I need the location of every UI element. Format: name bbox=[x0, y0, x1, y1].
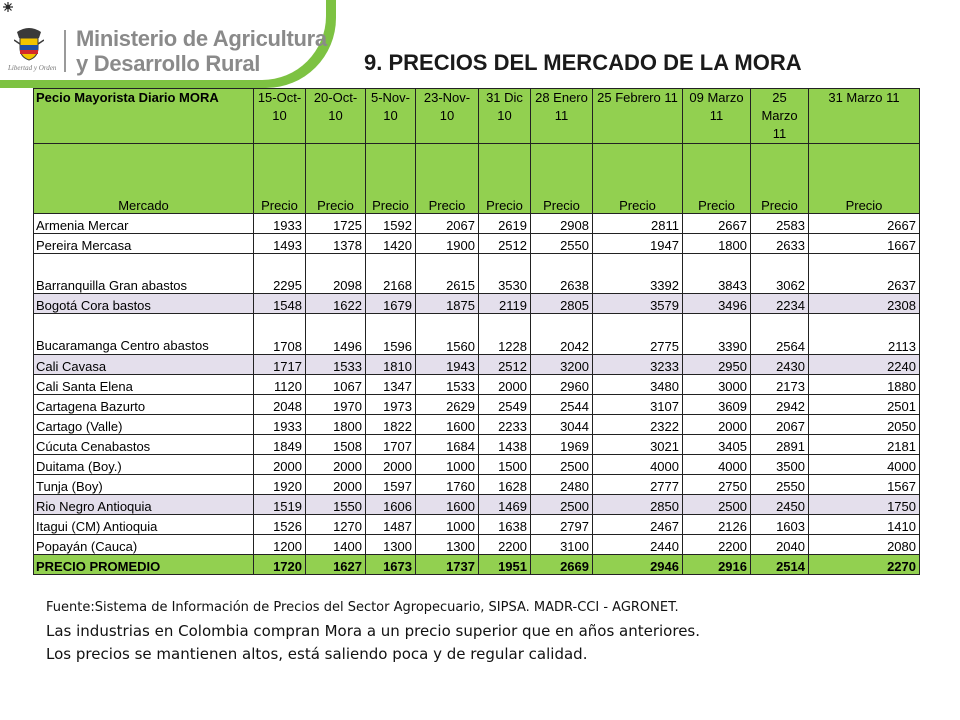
price-cell: 1596 bbox=[366, 314, 416, 355]
table-header-columns bbox=[34, 144, 920, 214]
price-cell: 1667 bbox=[809, 234, 920, 254]
price-cell: 2615 bbox=[416, 254, 479, 294]
price-cell: 3392 bbox=[593, 254, 683, 294]
price-cell: 1750 bbox=[809, 495, 920, 515]
price-column-header: Precio bbox=[751, 144, 809, 214]
price-cell: 1400 bbox=[306, 535, 366, 555]
table-row bbox=[34, 415, 920, 435]
date-header-cell: 25 Febrero 11 bbox=[593, 89, 683, 144]
ministry-name-line2: y Desarrollo Rural bbox=[76, 51, 261, 76]
price-cell: 3843 bbox=[683, 254, 751, 294]
price-cell: 3405 bbox=[683, 435, 751, 455]
price-cell: 1228 bbox=[479, 314, 531, 355]
price-cell: 2048 bbox=[254, 395, 306, 415]
price-cell: 2308 bbox=[809, 294, 920, 314]
price-cell: 2805 bbox=[531, 294, 593, 314]
price-cell: 2173 bbox=[751, 375, 809, 395]
price-cell: 1875 bbox=[416, 294, 479, 314]
price-cell: 1378 bbox=[306, 234, 366, 254]
table-row bbox=[34, 435, 920, 455]
price-cell: 1606 bbox=[366, 495, 416, 515]
price-cell: 1000 bbox=[416, 455, 479, 475]
price-cell: 2050 bbox=[809, 415, 920, 435]
price-cell: 1438 bbox=[479, 435, 531, 455]
price-cell: 1684 bbox=[416, 435, 479, 455]
table-header-dates bbox=[34, 89, 920, 144]
price-cell: 2777 bbox=[593, 475, 683, 495]
average-price-cell: 2916 bbox=[683, 555, 751, 575]
market-name-cell: Popayán (Cauca) bbox=[34, 535, 254, 555]
table-row bbox=[34, 214, 920, 234]
price-cell: 2450 bbox=[751, 495, 809, 515]
price-cell: 1487 bbox=[366, 515, 416, 535]
price-cell: 1920 bbox=[254, 475, 306, 495]
price-cell: 1469 bbox=[479, 495, 531, 515]
price-cell: 1880 bbox=[809, 375, 920, 395]
table-row bbox=[34, 455, 920, 475]
average-row bbox=[34, 555, 920, 575]
price-cell: 1067 bbox=[306, 375, 366, 395]
price-cell: 2233 bbox=[479, 415, 531, 435]
comment-line-2: Los precios se mantienen altos, está saliendo poca y de regular calidad. bbox=[46, 645, 588, 663]
price-cell: 1270 bbox=[306, 515, 366, 535]
market-name-cell: Bogotá Cora bastos bbox=[34, 294, 254, 314]
table-row bbox=[34, 355, 920, 375]
date-header-cell: 28 Enero 11 bbox=[531, 89, 593, 144]
price-cell: 1300 bbox=[416, 535, 479, 555]
price-column-header: Precio bbox=[593, 144, 683, 214]
price-cell: 1526 bbox=[254, 515, 306, 535]
price-table bbox=[33, 88, 920, 575]
price-cell: 2501 bbox=[809, 395, 920, 415]
price-cell: 3579 bbox=[593, 294, 683, 314]
price-cell: 1300 bbox=[366, 535, 416, 555]
price-cell: 1550 bbox=[306, 495, 366, 515]
price-cell: 2583 bbox=[751, 214, 809, 234]
price-cell: 3062 bbox=[751, 254, 809, 294]
price-cell: 2500 bbox=[683, 495, 751, 515]
price-cell: 1622 bbox=[306, 294, 366, 314]
slide-marker-icon bbox=[2, 1, 14, 13]
price-cell: 1725 bbox=[306, 214, 366, 234]
price-cell: 3390 bbox=[683, 314, 751, 355]
price-cell: 3044 bbox=[531, 415, 593, 435]
price-cell: 1347 bbox=[366, 375, 416, 395]
comment-line-1: Las industrias en Colombia compran Mora a un precio superior que en años anteriores. bbox=[46, 622, 701, 640]
average-label-cell: PRECIO PROMEDIO bbox=[34, 555, 254, 575]
date-header-cell: 25 Marzo 11 bbox=[751, 89, 809, 144]
market-column-header: Mercado bbox=[34, 144, 254, 214]
price-cell: 1973 bbox=[366, 395, 416, 415]
average-price-cell: 2946 bbox=[593, 555, 683, 575]
price-cell: 1822 bbox=[366, 415, 416, 435]
market-name-cell: Pereira Mercasa bbox=[34, 234, 254, 254]
price-cell: 2200 bbox=[479, 535, 531, 555]
price-cell: 3107 bbox=[593, 395, 683, 415]
price-cell: 2098 bbox=[306, 254, 366, 294]
price-cell: 2633 bbox=[751, 234, 809, 254]
price-cell: 1970 bbox=[306, 395, 366, 415]
table-row bbox=[34, 375, 920, 395]
price-cell: 4000 bbox=[593, 455, 683, 475]
price-cell: 3100 bbox=[531, 535, 593, 555]
market-name-cell: Cali Cavasa bbox=[34, 355, 254, 375]
price-cell: 1533 bbox=[416, 375, 479, 395]
price-column-header: Precio bbox=[683, 144, 751, 214]
price-cell: 2467 bbox=[593, 515, 683, 535]
market-name-cell: Cali Santa Elena bbox=[34, 375, 254, 395]
footer-notes bbox=[46, 600, 700, 668]
price-cell: 2000 bbox=[366, 455, 416, 475]
price-cell: 3496 bbox=[683, 294, 751, 314]
source-note: Fuente:Sistema de Información de Precios del Sector Agropecuario, SIPSA. MADR-CCI - AGRONET. bbox=[46, 600, 679, 615]
average-price-cell: 1720 bbox=[254, 555, 306, 575]
price-cell: 1943 bbox=[416, 355, 479, 375]
price-cell: 2500 bbox=[531, 455, 593, 475]
price-cell: 2908 bbox=[531, 214, 593, 234]
date-header-cell: 31 Marzo 11 bbox=[809, 89, 920, 144]
price-cell: 1120 bbox=[254, 375, 306, 395]
price-cell: 1533 bbox=[306, 355, 366, 375]
price-cell: 1200 bbox=[254, 535, 306, 555]
price-cell: 1496 bbox=[306, 314, 366, 355]
price-cell: 1933 bbox=[254, 415, 306, 435]
price-cell: 2960 bbox=[531, 375, 593, 395]
date-header-cell: 31 Dic 10 bbox=[479, 89, 531, 144]
price-column-header: Precio bbox=[479, 144, 531, 214]
price-cell: 2811 bbox=[593, 214, 683, 234]
price-cell: 2667 bbox=[683, 214, 751, 234]
market-name-cell: Cúcuta Cenabastos bbox=[34, 435, 254, 455]
price-cell: 1519 bbox=[254, 495, 306, 515]
market-name-cell: Cartagena Bazurto bbox=[34, 395, 254, 415]
price-cell: 1597 bbox=[366, 475, 416, 495]
price-cell: 2126 bbox=[683, 515, 751, 535]
market-name-cell: Armenia Mercar bbox=[34, 214, 254, 234]
price-cell: 2067 bbox=[751, 415, 809, 435]
table-row bbox=[34, 535, 920, 555]
price-cell: 2040 bbox=[751, 535, 809, 555]
price-cell: 2942 bbox=[751, 395, 809, 415]
price-cell: 2113 bbox=[809, 314, 920, 355]
table-row bbox=[34, 314, 920, 355]
price-cell: 1933 bbox=[254, 214, 306, 234]
price-cell: 3233 bbox=[593, 355, 683, 375]
price-cell: 1969 bbox=[531, 435, 593, 455]
price-cell: 1707 bbox=[366, 435, 416, 455]
price-cell: 1420 bbox=[366, 234, 416, 254]
price-cell: 1900 bbox=[416, 234, 479, 254]
price-cell: 2550 bbox=[751, 475, 809, 495]
table-row bbox=[34, 475, 920, 495]
price-cell: 2667 bbox=[809, 214, 920, 234]
price-cell: 3500 bbox=[751, 455, 809, 475]
price-column-header: Precio bbox=[809, 144, 920, 214]
average-price-cell: 2514 bbox=[751, 555, 809, 575]
price-cell: 2544 bbox=[531, 395, 593, 415]
price-cell: 2512 bbox=[479, 234, 531, 254]
price-cell: 3609 bbox=[683, 395, 751, 415]
price-cell: 2240 bbox=[809, 355, 920, 375]
market-name-cell: Cartago (Valle) bbox=[34, 415, 254, 435]
price-cell: 2000 bbox=[254, 455, 306, 475]
price-cell: 2430 bbox=[751, 355, 809, 375]
price-cell: 1600 bbox=[416, 415, 479, 435]
price-cell: 2000 bbox=[683, 415, 751, 435]
market-name-cell: Bucaramanga Centro abastos bbox=[34, 314, 254, 355]
price-cell: 1600 bbox=[416, 495, 479, 515]
market-name-cell: Tunja (Boy) bbox=[34, 475, 254, 495]
price-column-header: Precio bbox=[366, 144, 416, 214]
price-cell: 1500 bbox=[479, 455, 531, 475]
price-cell: 1810 bbox=[366, 355, 416, 375]
price-cell: 1708 bbox=[254, 314, 306, 355]
market-name-cell: Duitama (Boy.) bbox=[34, 455, 254, 475]
price-cell: 2042 bbox=[531, 314, 593, 355]
price-cell: 2775 bbox=[593, 314, 683, 355]
ministry-name-line1: Ministerio de Agricultura bbox=[76, 26, 327, 51]
price-cell: 2295 bbox=[254, 254, 306, 294]
price-column-header: Precio bbox=[531, 144, 593, 214]
price-cell: 2619 bbox=[479, 214, 531, 234]
page-title: 9. PRECIOS DEL MERCADO DE LA MORA bbox=[364, 50, 802, 75]
price-cell: 4000 bbox=[683, 455, 751, 475]
table-row bbox=[34, 234, 920, 254]
price-cell: 2550 bbox=[531, 234, 593, 254]
price-cell: 1410 bbox=[809, 515, 920, 535]
price-cell: 3480 bbox=[593, 375, 683, 395]
price-cell: 1679 bbox=[366, 294, 416, 314]
price-cell: 2181 bbox=[809, 435, 920, 455]
colombia-coat-of-arms-icon bbox=[14, 26, 44, 62]
price-cell: 2797 bbox=[531, 515, 593, 535]
price-cell: 2322 bbox=[593, 415, 683, 435]
average-price-cell: 1673 bbox=[366, 555, 416, 575]
price-cell: 1628 bbox=[479, 475, 531, 495]
average-price-cell: 2270 bbox=[809, 555, 920, 575]
price-cell: 1508 bbox=[306, 435, 366, 455]
price-cell: 2638 bbox=[531, 254, 593, 294]
market-name-cell: Barranquilla Gran abastos bbox=[34, 254, 254, 294]
price-cell: 2168 bbox=[366, 254, 416, 294]
price-cell: 2119 bbox=[479, 294, 531, 314]
date-header-cell: 15-Oct-10 bbox=[254, 89, 306, 144]
price-cell: 2549 bbox=[479, 395, 531, 415]
average-price-cell: 2669 bbox=[531, 555, 593, 575]
price-cell: 2850 bbox=[593, 495, 683, 515]
price-cell: 1800 bbox=[683, 234, 751, 254]
price-cell: 1800 bbox=[306, 415, 366, 435]
table-row bbox=[34, 395, 920, 415]
average-price-cell: 1627 bbox=[306, 555, 366, 575]
price-cell: 2500 bbox=[531, 495, 593, 515]
table-row bbox=[34, 294, 920, 314]
price-cell: 1548 bbox=[254, 294, 306, 314]
price-cell: 2891 bbox=[751, 435, 809, 455]
table-row bbox=[34, 254, 920, 294]
average-price-cell: 1951 bbox=[479, 555, 531, 575]
price-cell: 3021 bbox=[593, 435, 683, 455]
average-price-cell: 1737 bbox=[416, 555, 479, 575]
price-cell: 4000 bbox=[809, 455, 920, 475]
price-cell: 2637 bbox=[809, 254, 920, 294]
price-cell: 2440 bbox=[593, 535, 683, 555]
price-cell: 2750 bbox=[683, 475, 751, 495]
table-row bbox=[34, 515, 920, 535]
market-name-cell: Itagui (CM) Antioquia bbox=[34, 515, 254, 535]
price-cell: 1717 bbox=[254, 355, 306, 375]
price-cell: 2234 bbox=[751, 294, 809, 314]
price-cell: 2080 bbox=[809, 535, 920, 555]
price-cell: 3530 bbox=[479, 254, 531, 294]
price-cell: 1560 bbox=[416, 314, 479, 355]
price-cell: 2512 bbox=[479, 355, 531, 375]
motto-text: Libertad y Orden bbox=[8, 64, 57, 72]
price-cell: 2629 bbox=[416, 395, 479, 415]
price-cell: 3200 bbox=[531, 355, 593, 375]
price-cell: 1947 bbox=[593, 234, 683, 254]
header-label-cell: Pecio Mayorista Diario MORA bbox=[34, 89, 254, 144]
price-column-header: Precio bbox=[254, 144, 306, 214]
table-row bbox=[34, 495, 920, 515]
price-cell: 2564 bbox=[751, 314, 809, 355]
date-header-cell: 23-Nov-10 bbox=[416, 89, 479, 144]
price-cell: 1567 bbox=[809, 475, 920, 495]
logo-divider bbox=[64, 30, 66, 72]
price-cell: 1592 bbox=[366, 214, 416, 234]
price-column-header: Precio bbox=[416, 144, 479, 214]
market-name-cell: Rio Negro Antioquia bbox=[34, 495, 254, 515]
date-header-cell: 20-Oct-10 bbox=[306, 89, 366, 144]
price-cell: 2200 bbox=[683, 535, 751, 555]
price-cell: 1638 bbox=[479, 515, 531, 535]
price-cell: 1849 bbox=[254, 435, 306, 455]
price-cell: 2067 bbox=[416, 214, 479, 234]
price-cell: 1493 bbox=[254, 234, 306, 254]
price-cell: 2000 bbox=[479, 375, 531, 395]
price-cell: 1760 bbox=[416, 475, 479, 495]
date-header-cell: 5-Nov-10 bbox=[366, 89, 416, 144]
price-cell: 2000 bbox=[306, 475, 366, 495]
price-cell: 1603 bbox=[751, 515, 809, 535]
date-header-cell: 09 Marzo 11 bbox=[683, 89, 751, 144]
price-cell: 1000 bbox=[416, 515, 479, 535]
price-cell: 3000 bbox=[683, 375, 751, 395]
price-column-header: Precio bbox=[306, 144, 366, 214]
price-cell: 2950 bbox=[683, 355, 751, 375]
price-cell: 2480 bbox=[531, 475, 593, 495]
price-cell: 2000 bbox=[306, 455, 366, 475]
